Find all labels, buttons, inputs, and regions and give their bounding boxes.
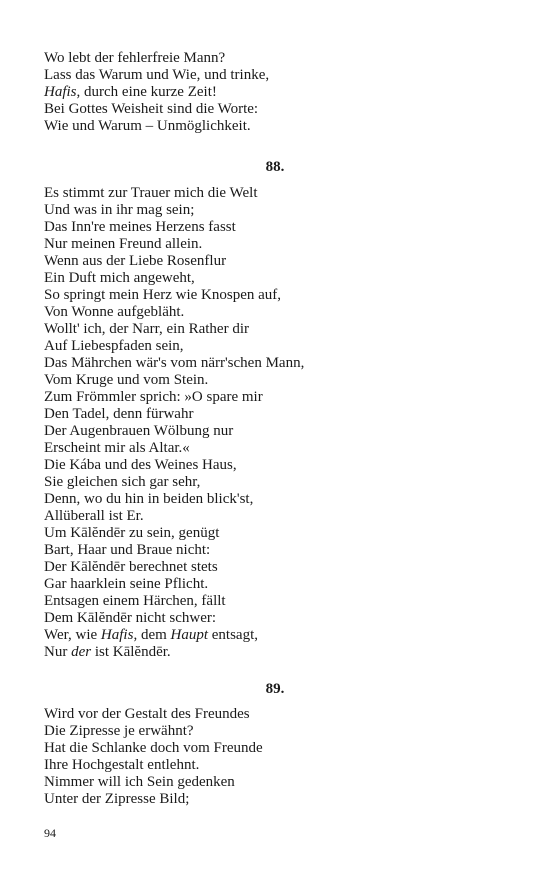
- verse-line: Wie und Warum – Unmöglichkeit.: [44, 118, 251, 134]
- verse-line: Von Wonne aufgebläht.: [44, 304, 185, 320]
- poem-88-number: 88.: [265, 159, 285, 175]
- verse-italic: der: [71, 644, 92, 660]
- verse-line: Dem Kālĕndēr nicht schwer:: [44, 610, 217, 626]
- verse-line: Unter der Zipresse Bild;: [44, 791, 190, 807]
- verse-line: Erscheint mir als Altar.«: [44, 440, 190, 456]
- verse-line: Wollt' ich, der Narr, ein Rather dir: [44, 321, 249, 337]
- verse-line: Entsagen einem Härchen, fällt: [44, 593, 226, 609]
- verse-line: Es stimmt zur Trauer mich die Welt: [44, 185, 258, 201]
- verse-line: Auf Liebespfaden sein,: [44, 338, 184, 354]
- verse-line: Nimmer will ich Sein gedenken: [44, 774, 235, 790]
- verse-line: Ein Duft mich angeweht,: [44, 270, 195, 286]
- verse-text: Nur: [44, 644, 72, 660]
- verse-italic: Hafis: [100, 627, 134, 643]
- verse-text: entsagt,: [208, 627, 259, 643]
- verse-line: Wird vor der Gestalt des Freundes: [44, 706, 250, 722]
- poem-89-number: 89.: [265, 681, 285, 697]
- verse-line: Wo lebt der fehlerfreie Mann?: [44, 50, 226, 66]
- verse-text: , durch eine kurze Zeit!: [76, 84, 217, 100]
- verse-line: Zum Frömmler sprich: »O spare mir: [44, 389, 263, 405]
- verse-line: Um Kālĕndēr zu sein, genügt: [44, 525, 220, 541]
- verse-italic: Hafis: [44, 84, 77, 100]
- verse-line: Bei Gottes Weisheit sind die Worte:: [44, 101, 259, 117]
- verse-line: Den Tadel, denn fürwahr: [44, 406, 194, 422]
- verse-line: Lass das Warum und Wie, und trinke,: [44, 67, 270, 83]
- verse-line: Wenn aus der Liebe Rosenflur: [44, 253, 227, 269]
- verse-line: [44, 644, 514, 661]
- poem-88-body: [44, 185, 514, 661]
- verse-italic: Haupt: [170, 627, 209, 643]
- verse-line: Der Kālĕndēr berechnet stets: [44, 559, 218, 575]
- verse-line: Das Mährchen wär's vom närr'schen Mann,: [44, 355, 305, 371]
- verse-text: Wer, wie: [44, 627, 101, 643]
- verse-line: Denn, wo du hin in beiden blick'st,: [44, 491, 254, 507]
- poem-87-ending: [44, 50, 514, 135]
- verse-line: Vom Kruge und vom Stein.: [44, 372, 209, 388]
- verse-line: Bart, Haar und Braue nicht:: [44, 542, 211, 558]
- verse-text: ist Kālĕndēr.: [91, 644, 171, 660]
- verse-line: Die Kába und des Weines Haus,: [44, 457, 237, 473]
- verse-line: Der Augenbrauen Wölbung nur: [44, 423, 234, 439]
- verse-line: Sie gleichen sich gar sehr,: [44, 474, 201, 490]
- verse-line: Ihre Hochgestalt entlehnt.: [44, 757, 200, 773]
- page-number: 94: [44, 826, 56, 840]
- verse-line: Die Zipresse je erwähnt?: [44, 723, 194, 739]
- verse-line: Gar haarklein seine Pflicht.: [44, 576, 209, 592]
- verse-line: Das Inn're meines Herzens fasst: [44, 219, 236, 235]
- verse-text: , dem: [133, 627, 171, 643]
- poem-89-body: [44, 706, 514, 808]
- verse-line: Nur meinen Freund allein.: [44, 236, 203, 252]
- verse-line: So springt mein Herz wie Knospen auf,: [44, 287, 282, 303]
- verse-line: Allüberall ist Er.: [44, 508, 144, 524]
- verse-line: Und was in ihr mag sein;: [44, 202, 195, 218]
- verse-line: [44, 627, 514, 644]
- verse-line: Hat die Schlanke doch vom Freunde: [44, 740, 263, 756]
- verse-line: [44, 84, 514, 101]
